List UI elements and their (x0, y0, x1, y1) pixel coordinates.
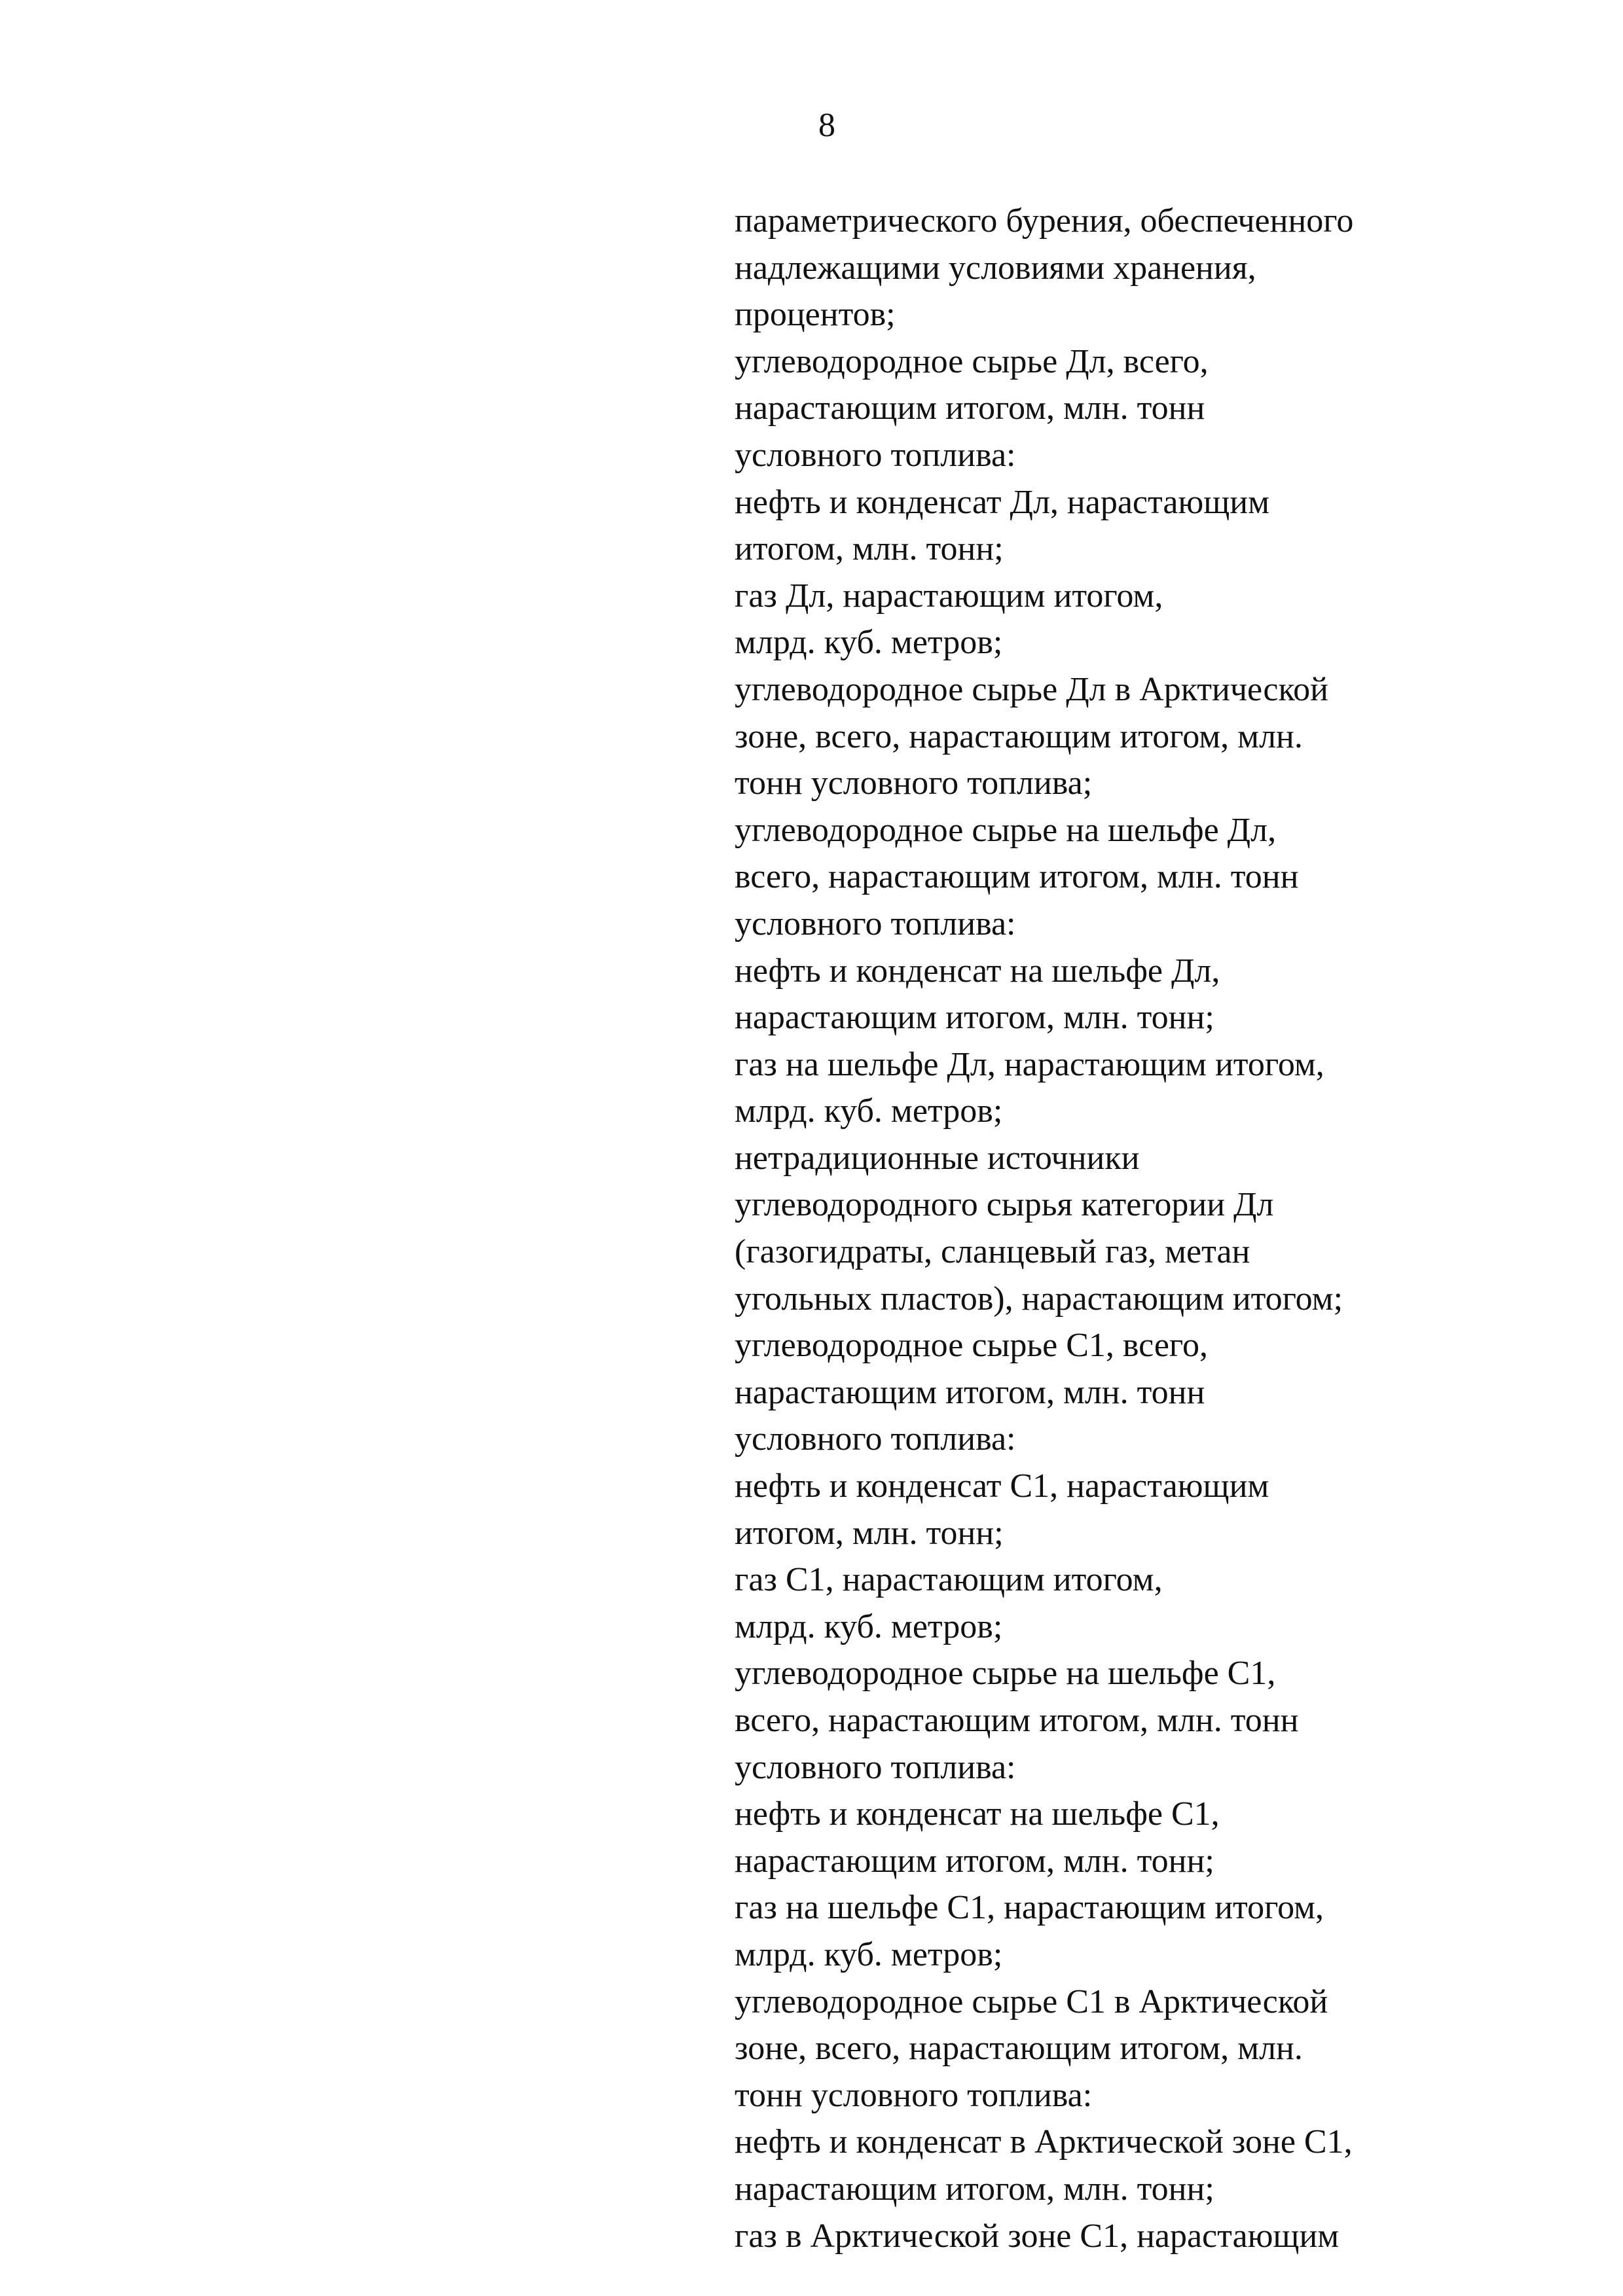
text-line: углеводородное сырье Дл, всего, (735, 342, 1209, 380)
text-line: углеводородное сырье Дл в Арктической (735, 670, 1328, 708)
text-line: нарастающим итогом, млн. тонн; (735, 2170, 1214, 2208)
text-line: (газогидраты, сланцевый газ, метан (735, 1233, 1250, 1271)
text-line: газ Дл, нарастающим итогом, (735, 577, 1163, 615)
text-line: газ в Арктической зоне С1, нарастающим (735, 2217, 1340, 2255)
text-line: нефть и конденсат на шельфе С1, (735, 1795, 1220, 1833)
text-line: тонн условного топлива: (735, 2076, 1093, 2114)
text-line: условного топлива: (735, 436, 1016, 474)
text-line: условного топлива: (735, 1420, 1016, 1458)
text-line: надлежащими условиями хранения, (735, 249, 1256, 287)
text-line: условного топлива: (735, 1748, 1016, 1786)
text-line: газ на шельфе С1, нарастающим итогом, (735, 1889, 1324, 1927)
text-line: зоне, всего, нарастающим итогом, млн. (735, 717, 1303, 755)
text-line: углеводородное сырье С1 в Арктической (735, 1982, 1328, 2020)
document-text-column (735, 198, 1579, 2259)
text-line: итогом, млн. тонн; (735, 530, 1004, 568)
text-line: газ С1, нарастающим итогом, (735, 1561, 1163, 1599)
text-line: тонн условного топлива; (735, 764, 1093, 802)
text-line: углеводородное сырье на шельфе Дл, (735, 811, 1277, 849)
text-line: параметрического бурения, обеспеченного (735, 202, 1354, 240)
text-line: нарастающим итогом, млн. тонн; (735, 1842, 1214, 1880)
text-line: процентов; (735, 296, 896, 334)
text-line: углеводородное сырье С1, всего, (735, 1327, 1208, 1365)
text-line: итогом, млн. тонн; (735, 1514, 1004, 1552)
text-line: условного топлива: (735, 905, 1016, 942)
text-line: нарастающим итогом, млн. тонн; (735, 999, 1214, 1037)
text-line: зоне, всего, нарастающим итогом, млн. (735, 2030, 1303, 2068)
text-line: нарастающим итогом, млн. тонн (735, 389, 1205, 427)
text-line: млрд. куб. метров; (735, 624, 1003, 662)
text-line: нефть и конденсат С1, нарастающим (735, 1467, 1269, 1505)
text-line: млрд. куб. метров; (735, 1092, 1003, 1130)
text-line: нефть и конденсат в Арктической зоне С1, (735, 2123, 1353, 2161)
text-line: млрд. куб. метров; (735, 1935, 1003, 1973)
text-line: млрд. куб. метров; (735, 1607, 1003, 1645)
text-line: газ на шельфе Дл, нарастающим итогом, (735, 1045, 1324, 1083)
text-line: нефть и конденсат на шельфе Дл, (735, 952, 1220, 990)
text-line: всего, нарастающим итогом, млн. тонн (735, 1702, 1299, 1739)
text-line: углеводородного сырья категории Дл (735, 1186, 1274, 1224)
text-line: нефть и конденсат Дл, нарастающим (735, 483, 1270, 521)
text-line: нетрадиционные источники (735, 1139, 1140, 1177)
text-line: нарастающим итогом, млн. тонн (735, 1373, 1205, 1411)
text-line: всего, нарастающим итогом, млн. тонн (735, 858, 1299, 896)
text-line: угольных пластов), нарастающим итогом; (735, 1280, 1343, 1318)
page-number: 8 (818, 107, 835, 144)
text-line: углеводородное сырье на шельфе С1, (735, 1655, 1276, 1693)
